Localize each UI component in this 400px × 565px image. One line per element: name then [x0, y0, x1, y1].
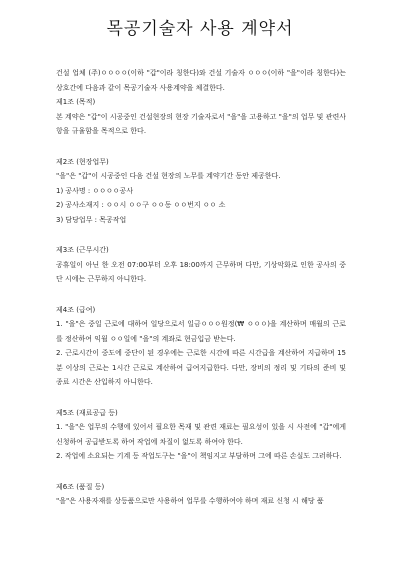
article-line: 2) 공사소재지 : ㅇㅇ시 ㅇㅇ구 ㅇㅇ동 ㅇㅇ번지 ㅇㅇ 소 — [56, 201, 226, 209]
article-line: 1. "을"은 중일 근로에 대하여 일당으로서 일금ㅇㅇㅇ원정(₩ ㅇㅇㅇ)을 계산하며 매월의 근로를 정산하여 익월 ㅇㅇ일에 "을"의 계좌로 현금입금 받는다. — [56, 320, 346, 343]
article-5 — [56, 406, 346, 464]
article-heading: 제2조 (현장업무) — [56, 157, 109, 166]
article-line: 3) 담당업무 : 목공작업 — [56, 215, 127, 224]
article-line: 2. 근로시간이 중도에 중단이 된 경우에는 근로한 시간에 따른 시간급을 계산하여 지급하며 15분 이상의 근로는 1시간 근로로 계산하여 급여지급한다. 다만, 장비의 정리 및 기타의 준비 및 종료 시간은 산입하지 아니한다. — [56, 349, 346, 386]
article-6 — [56, 480, 346, 509]
article-line: 1. "을"은 업무의 수행에 있어서 필요한 목재 및 관련 재료는 필요성이 있을 시 사전에 "갑"에게 신청하여 공급받도록 하여 작업에 차질이 없도록 하여야 한다. — [56, 423, 346, 446]
intro-paragraph: 건설 업체 (주)ㅇㅇㅇㅇ(이하 "갑"이라 칭한다)와 건설 기술자 ㅇㅇㅇ(이하 "을"이라 칭한다)는 상호간에 다음과 같이 목공기술자 사용계약을 체결한다. — [56, 69, 346, 92]
article-heading: 제3조 (근무시간) — [56, 246, 109, 254]
document-title: 목공기술자 사용 계약서 — [106, 19, 294, 39]
article-3 — [56, 243, 346, 287]
article-line: 공휴일이 아닌 한 오전 07:00부터 오후 18:00까지 근무하며 다만, 기상악화로 인한 공사의 중단 시에는 근무하지 아니한다. — [56, 260, 346, 283]
article-heading: 제4조 (급여) — [56, 305, 96, 314]
article-line: 2. 작업에 소요되는 기계 등 작업도구는 "을"이 책임지고 부담하며 그에 따른 손실도 그러하다. — [56, 452, 342, 460]
document-body — [56, 66, 346, 525]
article-1 — [56, 95, 346, 139]
article-line: "을"은 사용자재를 상등품으로만 사용하여 업무를 수행하여야 하며 재료 신청 시 해당 품 — [56, 497, 324, 505]
article-line: 본 계약은 "갑"이 시공중인 건설현장의 현장 기술자로서 "을"을 고용하고 "을"의 업무 및 관련사항을 규율함을 목적으로 한다. — [56, 112, 346, 135]
article-heading: 제5조 (재료공급 등) — [56, 408, 118, 417]
article-line: "을"은 "갑"이 시공중인 다음 건설 현장의 노무를 계약기간 동안 제공한다. — [56, 172, 281, 180]
article-line: 1) 공사명 : ㅇㅇㅇㅇ공사 — [56, 186, 134, 195]
article-4 — [56, 303, 346, 390]
article-heading: 제6조 (품질 등) — [56, 482, 105, 491]
article-2 — [56, 155, 346, 228]
article-heading: 제1조 (목적) — [56, 98, 96, 106]
